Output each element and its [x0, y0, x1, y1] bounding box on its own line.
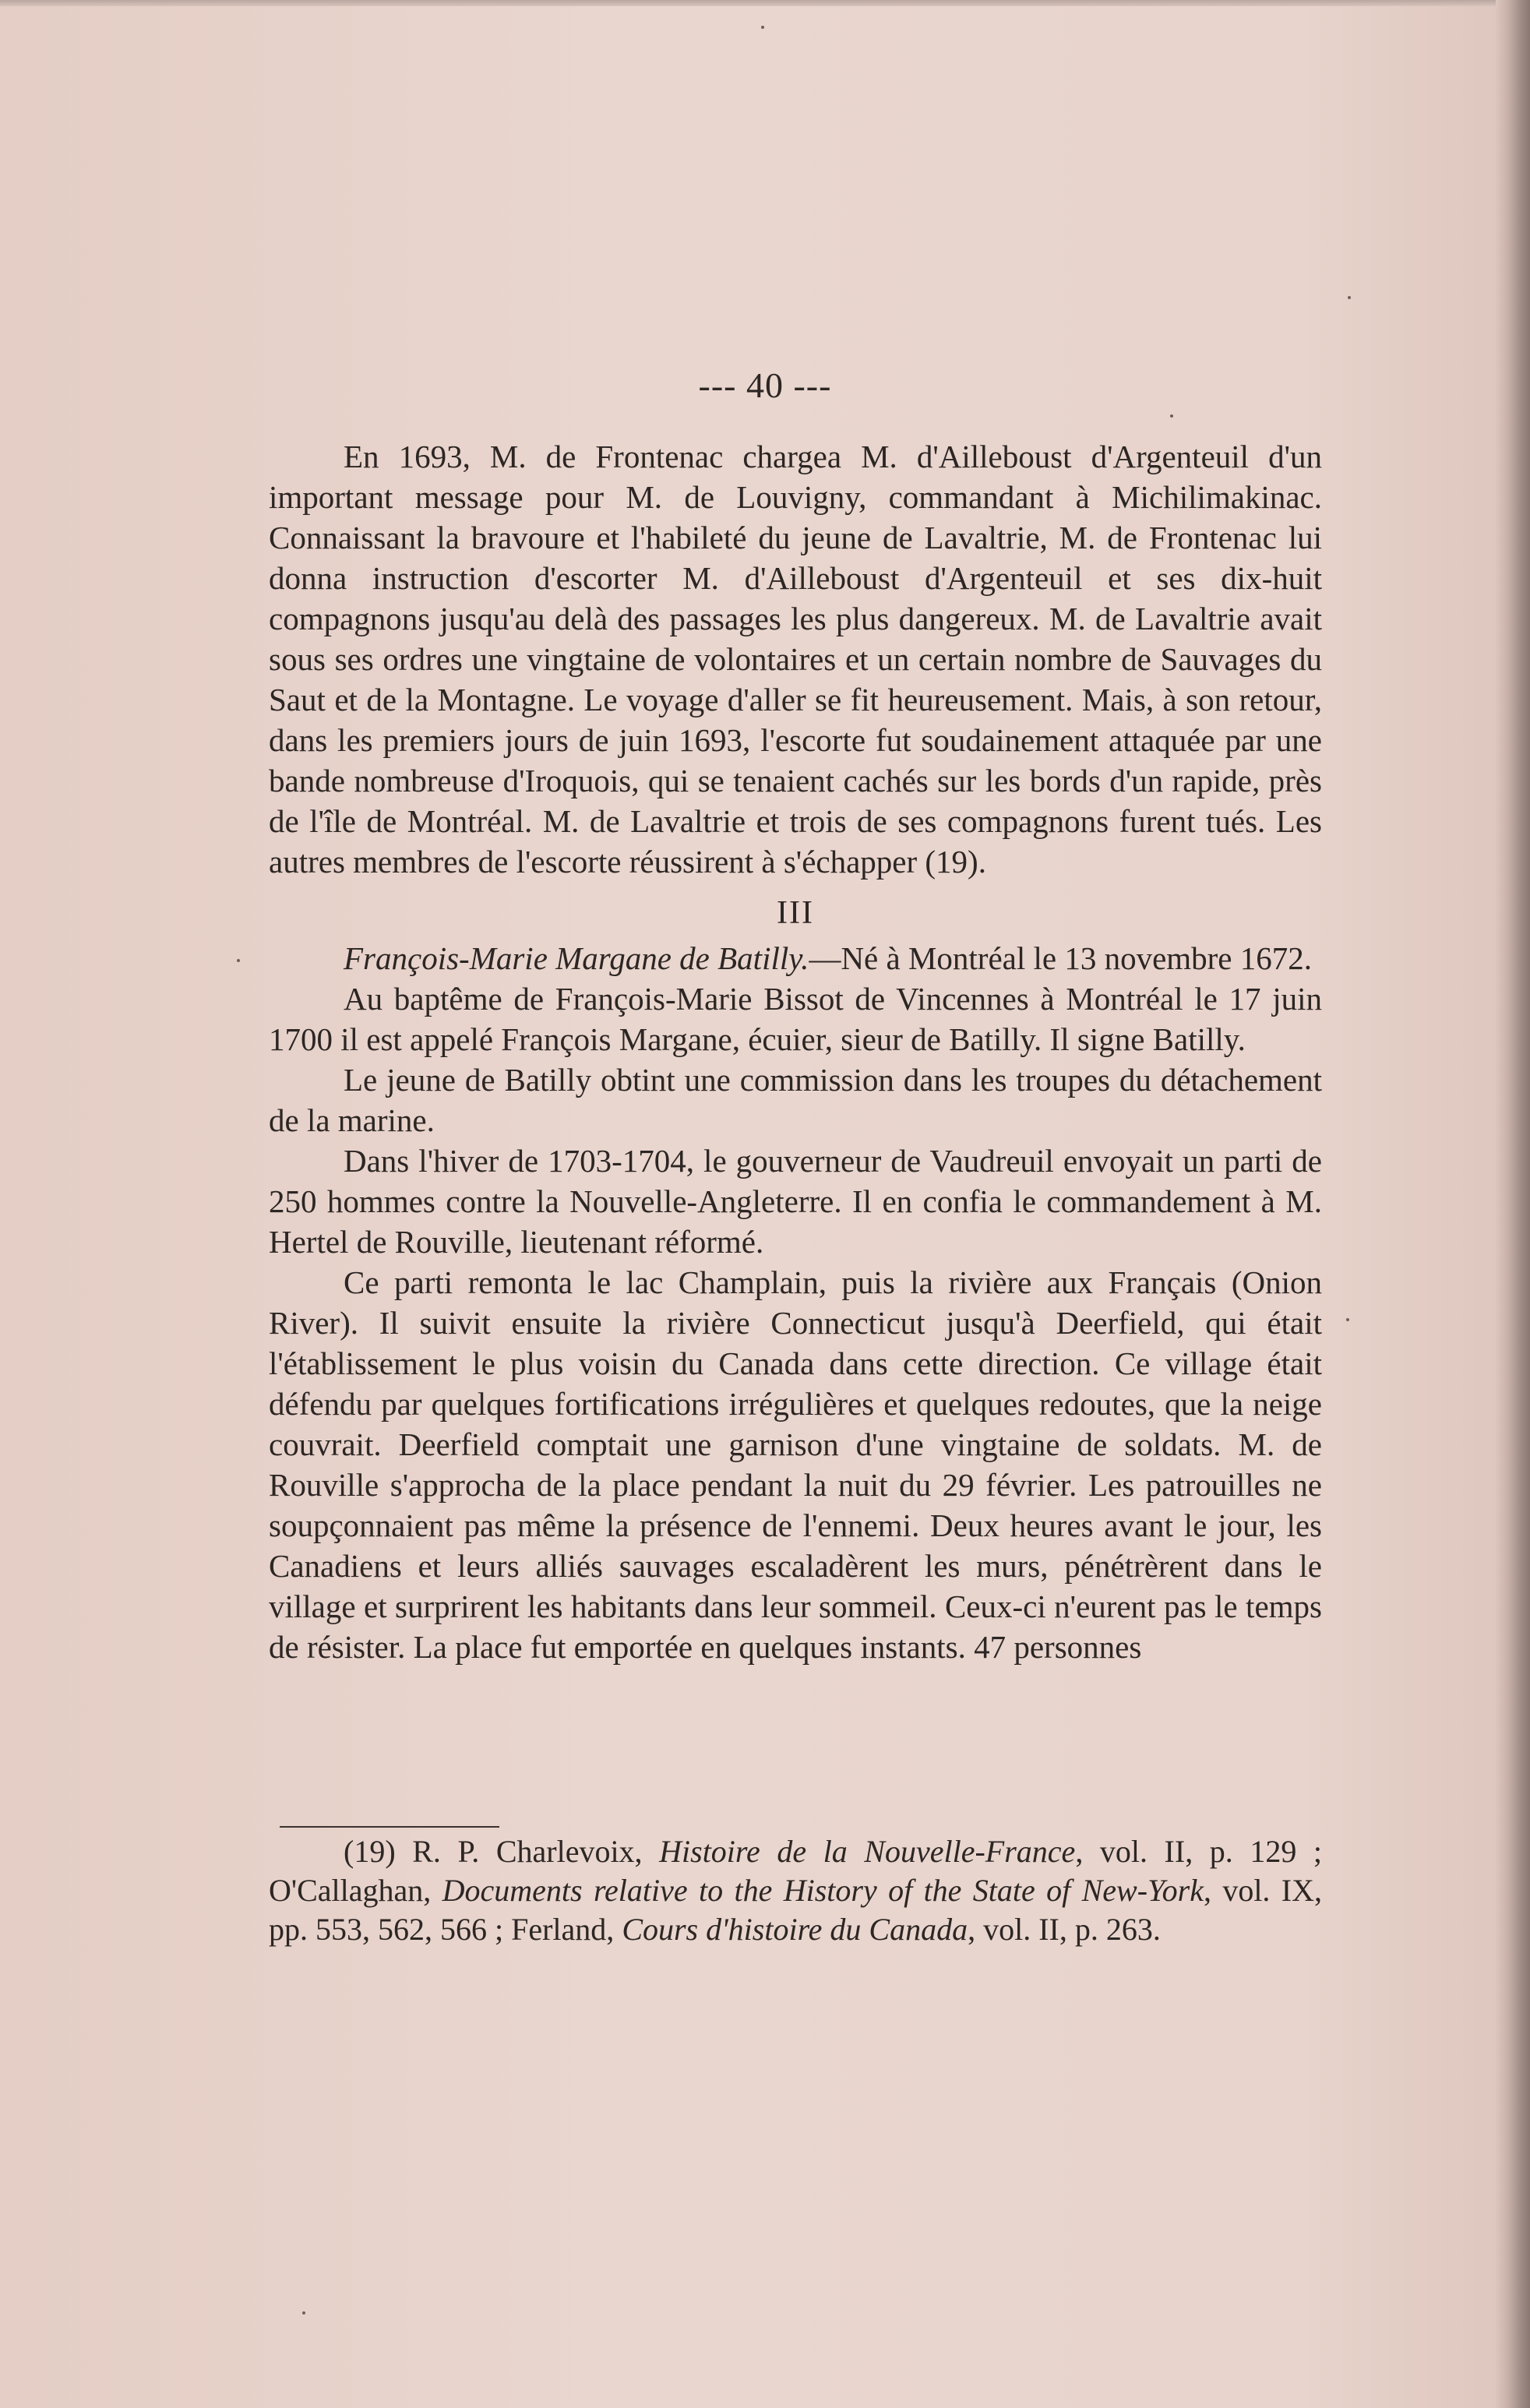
- paper-speck: [1348, 296, 1351, 299]
- body-text: [269, 436, 1322, 1667]
- footnote-text: , vol. II, p. 263.: [968, 1912, 1161, 1947]
- paper-speck: [302, 2311, 305, 2315]
- paragraph: Le jeune de Batilly obtint une commission dans les troupes du détachement de la marine.: [269, 1062, 1322, 1138]
- paper-speck: [237, 959, 240, 962]
- paragraph: En 1693, M. de Frontenac chargea M. d'Ailleboust d'Argenteuil d'un important message pour M. de Louvigny, commandant à Michilimakinac. Connaissant la bravoure et l'habileté du jeune de Lavaltrie, M. de Frontenac lui donna instruction d'escorter M. d'Ailleboust d'Argenteuil et ses dix-huit compagnons jusqu'au delà des passages les plus dangereux. M. de Lavaltrie avait sous ses ordres une vingtaine de volontaires et un certain nombre de Sauvages du Saut et de la Montagne. Le voyage d'aller se fit heureusement. Mais, à son retour, dans les premiers jours de juin 1693, l'escorte fut soudainement attaquée par une bande nombreuse d'Iroquois, qui se tenaient cachés sur les bords d'un rapide, près de l'île de Montréal. M. de Lavaltrie et trois de ses compagnons furent tués. Les autres membres de l'escorte réussirent à s'échapper (19).: [269, 439, 1322, 880]
- lead-name: François-Marie Margane de Batilly.: [344, 940, 809, 976]
- paragraph-lead: [269, 938, 1322, 978]
- footnote-text: , vol. II, p. 129 ; O'Callaghan,: [269, 1834, 1322, 1908]
- footnote-title: Cours d'histoire du Canada: [622, 1912, 968, 1947]
- page-binding-edge: [1496, 0, 1530, 2408]
- section-heading: III: [777, 895, 814, 931]
- footnote-title: Documents relative to the History of the State of New-York: [442, 1873, 1204, 1908]
- page-top-edge: [0, 0, 1530, 6]
- page-number: --- 40 ---: [698, 365, 832, 405]
- paper-speck: [1346, 1318, 1349, 1321]
- paragraph: Ce parti remonta le lac Champlain, puis la rivière aux Français (Onion River). Il suivit ensuite la rivière Connecticut jusqu'à Deerfield, qui était l'établissement le plus voisin du Canada dans cette direction. Ce village était défendu par quelques fortifications irrégulières et quelques redoutes, que la neige couvrait. Deerfield comptait une garnison d'une vingtaine de soldats. M. de Rouville s'approcha de la place pendant la nuit du 29 février. Les patrouilles ne soupçonnaient pas même la présence de l'ennemi. Deux heures avant le jour, les Canadiens et leurs alliés sauvages escaladèrent les murs, pénétrèrent dans le village et surprirent les habitants dans leur sommeil. Ceux-ci n'eurent pas le temps de résister. La place fut emportée en quelques instants. 47 personnes: [269, 1264, 1322, 1665]
- paragraph: Au baptême de François-Marie Bissot de Vincennes à Montréal le 17 juin 1700 il est appelé François Margane, écuier, sieur de Batilly. Il signe Batilly.: [269, 981, 1322, 1057]
- footnote-divider: [280, 1826, 499, 1828]
- footnote-text: (19) R. P. Charlevoix,: [344, 1834, 660, 1869]
- lead-text: —Né à Montréal le 13 novembre 1672.: [809, 940, 1313, 976]
- paper-speck: [1170, 414, 1173, 418]
- paper-speck: [761, 26, 764, 29]
- footnote-text: , vol. IX, pp. 553, 562, 566 ; Ferland,: [269, 1873, 1323, 1947]
- footnote-title: Histoire de la Nouvelle-France: [659, 1834, 1076, 1869]
- footnotes: [269, 1832, 1322, 1949]
- footnote-19: [269, 1832, 1322, 1949]
- paragraph: Dans l'hiver de 1703-1704, le gouverneur de Vaudreuil envoyait un parti de 250 hommes contre la Nouvelle-Angleterre. Il en confia le commandement à M. Hertel de Rouville, lieutenant réformé.: [269, 1143, 1322, 1260]
